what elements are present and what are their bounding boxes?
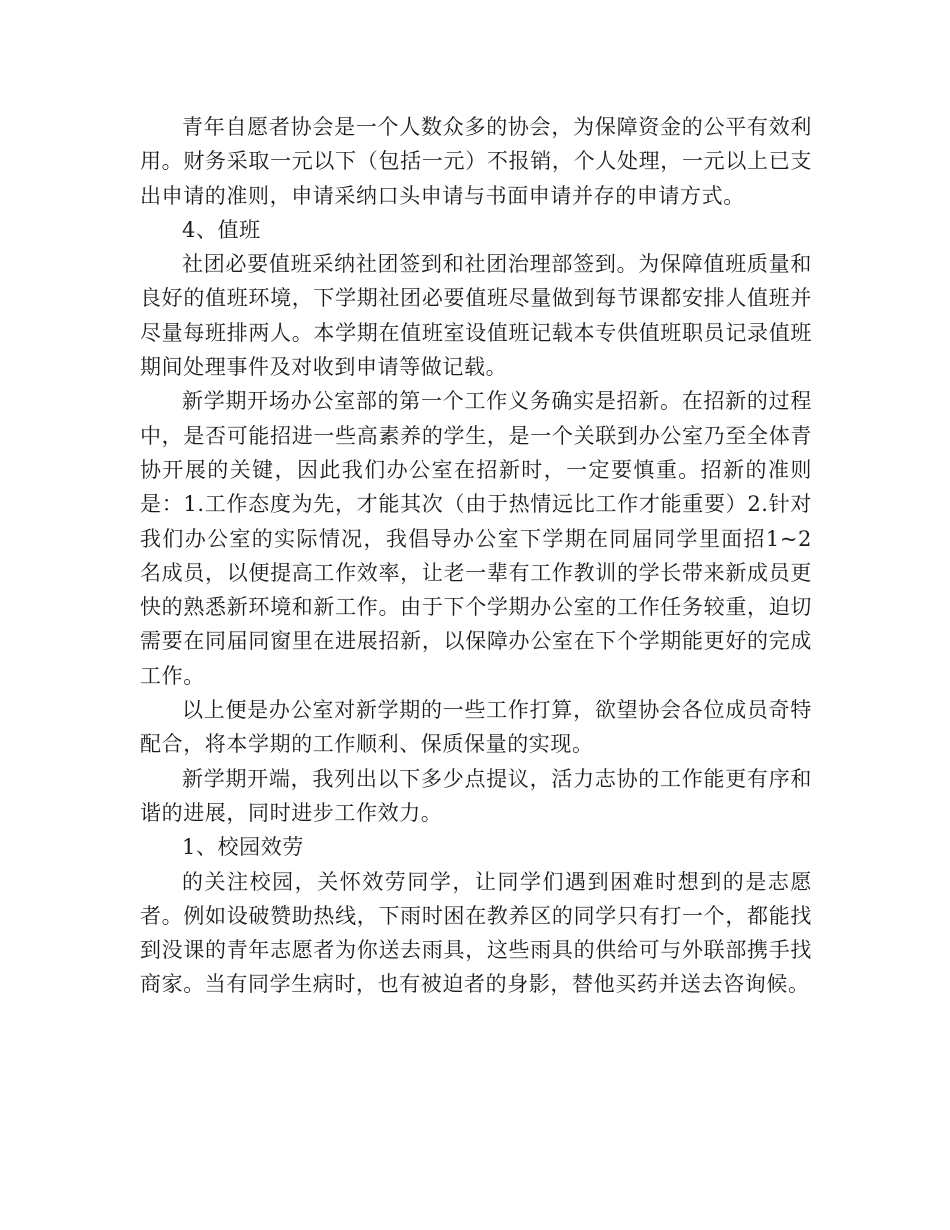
section-heading-duty: 4、值班 xyxy=(182,217,261,242)
paragraph-duty-arrangement: 社团必要值班采纳社团签到和社团治理部签到。为保障值班质量和良好的值班环境，下学期社团必要值班尽量做到每节课都安排人值班并尽量每班排两人。本学期在值班室设值班记载本专供值班职员记录值班期间处理事件及对收到申请等做记载。 xyxy=(140,252,812,380)
section-heading-campus-service: 1、校园效劳 xyxy=(182,835,304,860)
paragraph-recruitment: 新学期开场办公室部的第一个工作义务确实是招新。在招新的过程中，是否可能招进一些高素养的学生，是一个关联到办公室乃至全体青协开展的关键，因此我们办公室在招新时，一定要慎重。招新的准则是：1.工作态度为先，才能其次（由于热情远比工作才能重要）2.针对我们办公室的实际情况，我倡导办公室下学期在同届同学里面招1~2名成员，以便提高工作效率，让老一辈有工作教训的学长带来新成员更快的熟悉新环境和新工作。由于下个学期办公室的工作任务较重，迫切需要在同届同窗里在进展招新，以保障办公室在下个学期能更好的完成工作。 xyxy=(140,389,812,688)
document-body xyxy=(140,110,812,1002)
paragraph-new-semester-suggestions: 新学期开端，我列出以下多少点提议，活力志协的工作能更有序和谐的进展，同时进步工作效力。 xyxy=(140,766,812,825)
paragraph-campus-service: 的关注校园，关怀效劳同学，让同学们遇到困难时想到的是志愿者。例如设破赞助热线，下雨时困在教养区的同学只有打一个，都能找到没课的青年志愿者为你送去雨具，这些雨具的供给可与外联部携手找商家。当有同学生病时，也有被迫者的身影，替他买药并送去咨询候。 xyxy=(140,869,812,997)
paragraph-office-plan-summary: 以上便是办公室对新学期的一些工作打算，欲望协会各位成员奇特配合，将本学期的工作顺利、保质保量的实现。 xyxy=(140,698,812,757)
paragraph-finance-policy: 青年自愿者协会是一个人数众多的协会，为保障资金的公平有效利用。财务采取一元以下（包括一元）不报销，个人处理，一元以上已支出申请的准则，申请采纳口头申请与书面申请并存的申请方式。 xyxy=(140,115,812,208)
